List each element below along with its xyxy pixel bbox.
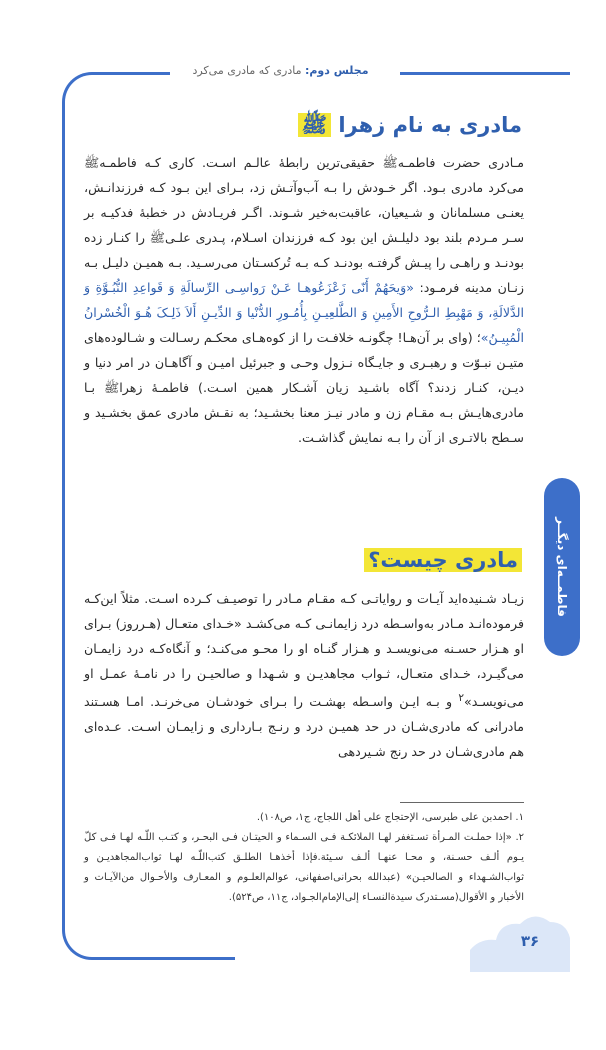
side-tab-label: فاطمــه‌ای دیگــر xyxy=(555,517,569,617)
chapter-side-tab xyxy=(544,478,580,656)
quote-arabic: «وَیحَهُمْ أَنّی زَعْزَعُوهـا عَـنْ رَواسِـی الرِّسالَةِ وَ قَواعِدِ النُّبُـوَّةِ وَ الدَّلالَةِ، وَ مَهْبِطِ الـرُّوحِ الأَمِینِ وَ الطَّلعِیـنِ بِأُمُـورِ الدُّنْیا وَ الدِّیـنِ أَلاَ ذَلِـکَ هُـوَ الْخُسْرانُ الْمُبِیـنُ» xyxy=(84,280,524,345)
honorific-icon: ﷺ xyxy=(149,230,165,245)
section-title-2: مادری چیست؟ xyxy=(364,548,522,572)
footnote-2: ۲. «إذا حملـت المـرأة تسـتغفر لهـا الملائکـة فـی السـماء و الحیتـان فـی البحـر، و کتـب اللّـه لهـا فـی کلّ یـوم ألـف حسـنة، و محـا عنهـا ألـف سـیئة.فإذا أخذهـا الطلـق کتب‌اللّـه لهـا ثواب‌المجاهدیـن و ثواب‌الشـهداء و الصالحیـن» (عبدالله بحرانی‌اصفهانی، عوالم‌العلـوم و المعـارف والأحـوال من‌الآیـات و الأخبار و الأقوال(مسـتدرک سیدة‌النسـاء إلی‌الإمام‌الجـواد، ج۱۱، ص۵۲۴). xyxy=(84,832,524,903)
honorific-icon: ﷺ xyxy=(382,155,398,170)
honorific-icon: ﷺ xyxy=(104,380,120,395)
honorific-icon: ﷺ xyxy=(84,155,100,170)
running-header xyxy=(178,64,383,82)
footnotes xyxy=(84,808,524,908)
header-session: مجلس دوم: xyxy=(304,64,369,77)
section-title-1: مادری به نام زهرا ﷺ xyxy=(298,112,522,143)
footnote-ref[interactable]: ۲ xyxy=(458,692,464,704)
paragraph-1: مـادری حضرت فاطمـهﷺ حقیقی‌ترین رابطهٔ عالـم اسـت. کاری کـه فاطمـهﷺ می‌کرد مادری بـود. اگر خـودش را بـه آب‌وآتـش زد، بـرای این بـود کـه فرزندانـش، یعنـی مسلمانان و شـیعیان، عاقبت‌به‌خیر شـوند. اگـر فریـادش در خطبهٔ فدکیـه بر سـر مـردم بلند بود دلیلـش این بود کـه فرزندان اسـلام، پـدری علـیﷺ را کنـار زده بودنـد و راهـی را پیـش گرفتـه بودنـد کـه بـه تُرکسـتان می‌رسـید. بـه همیـن دلیـل بـه زنـان مدینه فرمـود: «وَیحَهُمْ أَنّی زَعْزَعُوهـا عَـنْ رَواسِـی الرِّسالَةِ وَ قَواعِدِ النُّبُـوَّةِ وَ الدَّلالَةِ، وَ مَهْبِطِ الـرُّوحِ الأَمِینِ وَ الطَّلعِیـنِ بِأُمُـورِ الدُّنْیا وَ الدِّیـنِ أَلاَ ذَلِـکَ هُـوَ الْخُسْرانُ الْمُبِیـنُ»؛ (وای بر آن‌هـا! چگونـه خلافـت را از کوه‌هـای محکـم رسـالت و شـالوده‌های متیـن نبـوّت و رهبـری و جایـگاه نـزول وحـی و جبرئیل امیـن و آگاهـان در امر دنیا و دیـن، کنـار زدند؟ آگاه باشـید زیان آشـکار همین اسـت.) فاطمـهٔ زهراﷺ بـا مادری‌هایـش بـه مقـام زن و مادر نیـز معنا بخشـید؛ به نقـش مادری عمق بخشـید و سـطح بالاتـری از آن را بـه نمایش گذاشـت. xyxy=(84,155,525,445)
footnote-divider xyxy=(400,802,524,803)
page-number: ۳۶ xyxy=(520,932,540,950)
paragraph-2: زیـاد شـنیده‌اید آیـات و روایاتـی کـه مقـام مـادر را توصیـف کـرده اسـت. مثلاً این‌کـه فرموده‌انـد مـادر به‌واسـطه درد زایمانـی کـه می‌کشـد «خـدای متعـال (هـرروز) بـرای او هـزار حسـنه می‌نویسـد و هـزار گنـاه او را محـو می‌کنـد؛ و آنگاه‌کـه درد زایمـان می‌گیـرد، خـدای متعـال، ثـواب مجاهدیـن و شـهدا و صالحیـن را در نامـهٔ عمـل او می‌نویسـد»$^۲$ و بـه ایـن واسـطه بهشـت را بـرای خودشـان می‌خرنـد. امـا هسـتند مادرانی که مادری‌شـان در حد همیـن درد و رنـج بـارداری و زایمـان اسـت. عـده‌ای هم مادری‌شـان در حد رنج شـیردهی xyxy=(84,591,524,760)
footnote-1: ۱. احمدبن علی طبرسی، الإحتجاج علی أهل اللجاج، ج۱، ص۱۰۸). xyxy=(256,812,524,823)
honorific-icon: ﷺ xyxy=(298,113,331,137)
header-title: مادری که مادری می‌کرد xyxy=(192,64,305,77)
